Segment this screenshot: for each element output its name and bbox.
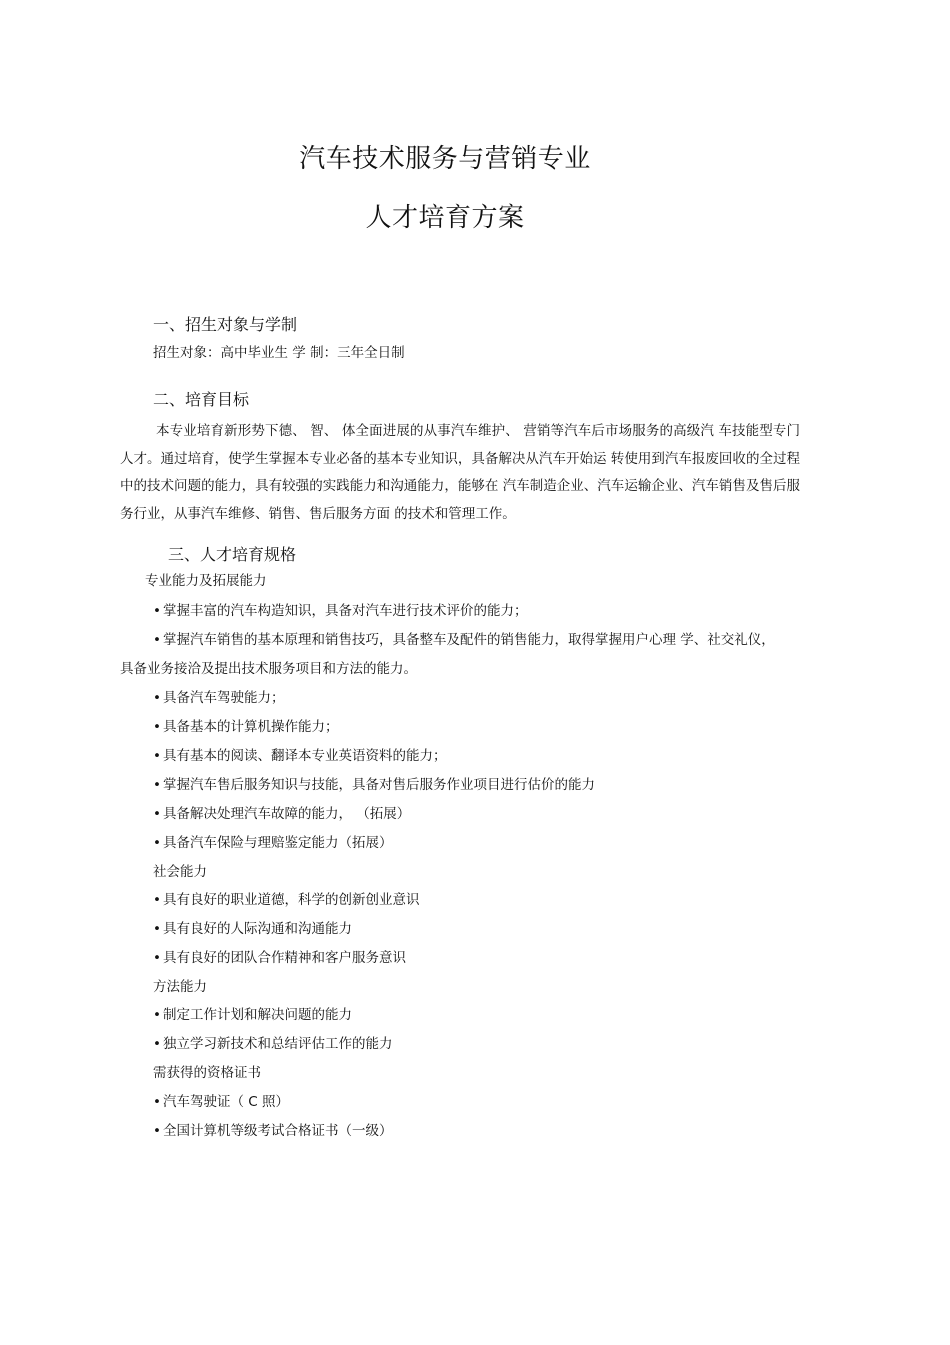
section2-paragraph: 本专业培育新形势下德、 智、 体全面进展的从事汽车维护、 营销等汽车后市场服务的高级汽 车技能型专门人才。通过培育，使学生掌握本专业必备的基本专业知识，具备解决从汽车开始运 转使用到汽车报废回收的全过程中的技术问题的能力，具有较强的实践能力和沟通能力，能够在 汽车制造企业、汽车运输企业、汽车销售及售后服务行业，从事汽车维修、销售、售后服务方面 的技术和管理工作。 [120, 423, 800, 522]
list-item: • 汽车驾驶证（ C 照） [153, 1093, 289, 1111]
certificates-label: 需获得的资格证书 [153, 1065, 261, 1081]
method-ability-label: 方法能力 [153, 979, 207, 995]
section1-content: 招生对象：高中毕业生 学 制：三年全日制 [153, 345, 405, 361]
list-item: • 具备汽车驾驶能力； [153, 689, 285, 707]
section3-heading: 三、人才培育规格 [168, 545, 297, 564]
document-title: 汽车技术服务与营销专业 [299, 144, 591, 174]
list-item: • 具有良好的职业道德，科学的创新创业意识 [153, 891, 420, 909]
document-subtitle: 人才培育方案 [365, 203, 525, 233]
list-item: • 具备汽车保险与理赔鉴定能力（拓展） [153, 834, 393, 852]
list-item: • 具备解决处理汽车故障的能力， （拓展） [153, 805, 410, 823]
list-item: • 掌握汽车售后服务知识与技能，具备对售后服务作业项目进行估价的能力 [153, 776, 595, 794]
list-item: • 具备基本的计算机操作能力； [153, 718, 339, 736]
social-ability-label: 社会能力 [153, 864, 207, 880]
professional-ability-label: 专业能力及拓展能力 [145, 573, 267, 589]
list-item: • 制定工作计划和解决问题的能力 [153, 1006, 352, 1024]
section2-heading: 二、培育目标 [153, 390, 250, 409]
section1-heading: 一、招生对象与学制 [153, 315, 298, 334]
list-item: • 独立学习新技术和总结评估工作的能力 [153, 1035, 393, 1053]
list-item: • 掌握丰富的汽车构造知识，具备对汽车进行技术评价的能力； [153, 602, 528, 620]
list-item: • 具有良好的人际沟通和沟通能力 [153, 920, 352, 938]
list-item-continuation: 具备业务接洽及提出技术服务项目和方法的能力。 [120, 661, 417, 677]
list-item: • 全国计算机等级考试合格证书（一级） [153, 1122, 393, 1140]
list-item: • 掌握汽车销售的基本原理和销售技巧，具备整车及配件的销售能力，取得掌握用户心理 学、社交礼仪， [153, 631, 775, 649]
list-item: • 具有良好的团队合作精神和客户服务意识 [153, 949, 406, 967]
list-item: • 具有基本的阅读、翻译本专业英语资料的能力； [153, 747, 447, 765]
